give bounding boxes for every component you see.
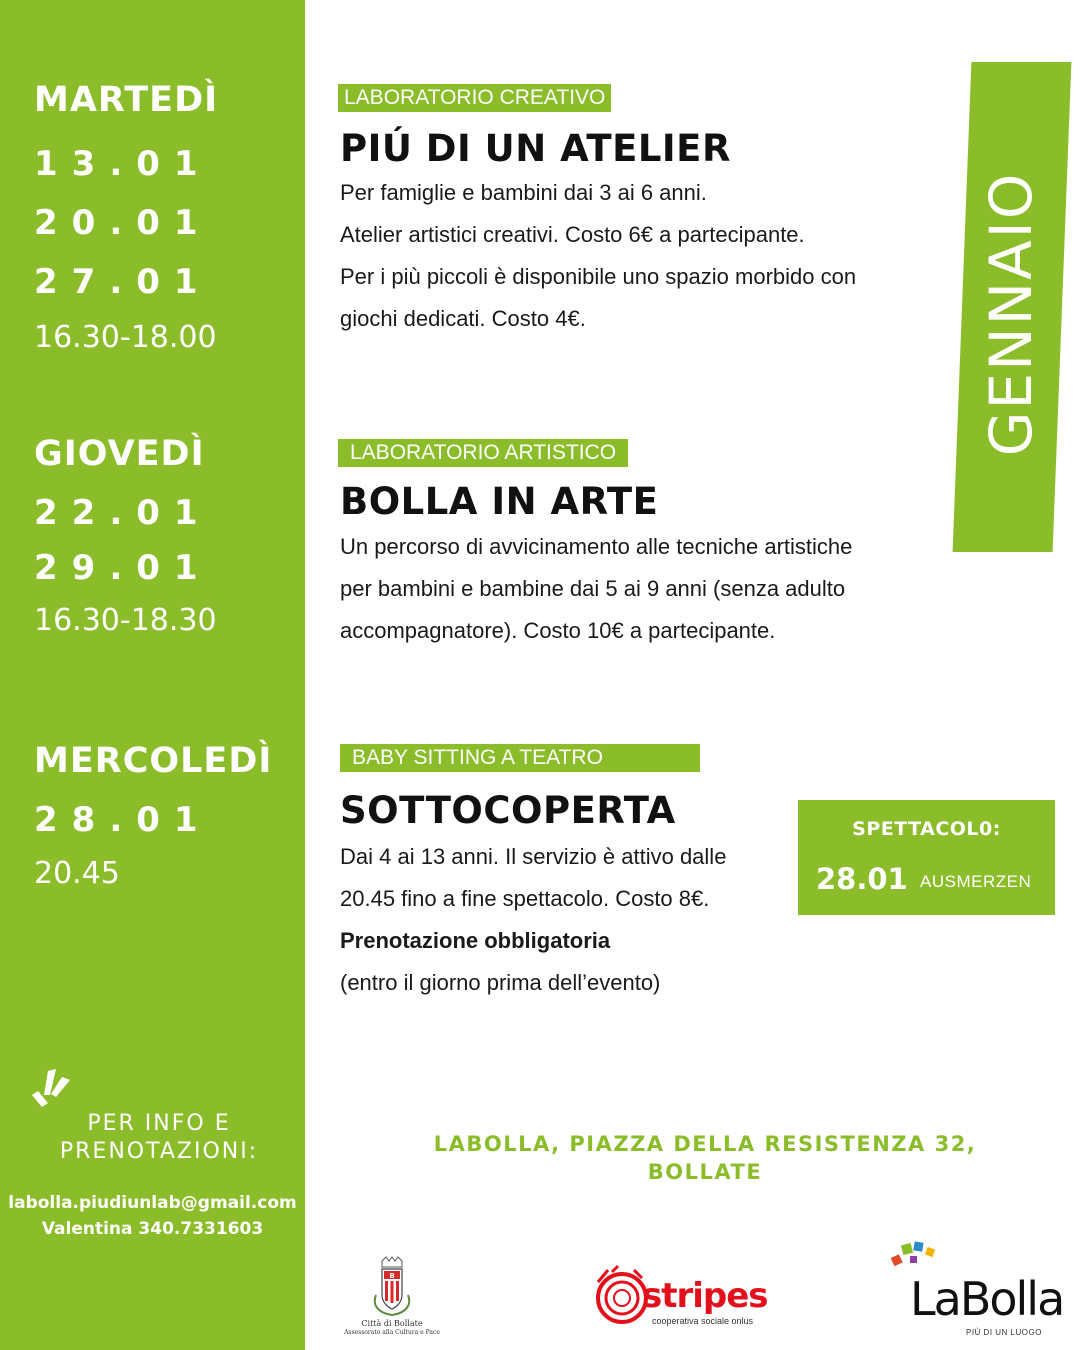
info-title-line2: PRENOTAZIONI: <box>59 1139 259 1164</box>
info-email[interactable]: labolla.piudiunlab@gmail.com <box>8 1193 297 1213</box>
event-3-date-1: 28.01 <box>34 800 212 840</box>
address <box>380 1130 1030 1186</box>
show-label: SPETTACOL0: <box>852 818 1001 840</box>
event-2-line-2: per bambini e bambine dai 5 ai 9 anni (senza adulto <box>340 576 846 601</box>
info-phone[interactable]: Valentina 340.7331603 <box>41 1219 264 1239</box>
event-3-description <box>340 836 726 1004</box>
event-2-date-1: 22.01 <box>34 493 212 533</box>
event-3-day: MERCOLEDÌ <box>34 741 273 781</box>
event-1-time: 16.30-18.00 <box>34 320 217 355</box>
event-1-date-3: 27.01 <box>34 262 212 302</box>
event-1-date-2: 20.01 <box>34 203 212 243</box>
event-1-day: MARTEDÌ <box>34 80 219 120</box>
event-1-date-1: 13.01 <box>34 144 212 184</box>
event-2-line-1: Un percorso di avvicinamento alle tecniche artistiche <box>340 534 853 559</box>
event-3-title: SOTTOCOPERTA <box>340 789 676 832</box>
info-title-line1: PER INFO E <box>87 1111 231 1136</box>
event-3-time: 20.45 <box>34 856 120 891</box>
spark-icon <box>30 1065 80 1115</box>
event-1-title: PIÚ DI UN ATELIER <box>340 127 731 170</box>
event-1-line-3: Per i più piccoli è disponibile uno spazio morbido con <box>340 264 857 289</box>
event-1-line-1: Per famiglie e bambini dai 3 ai 6 anni. <box>340 180 707 205</box>
coat-of-arms-icon <box>332 1255 452 1317</box>
logo-stripes-word: stripes <box>642 1276 768 1316</box>
logo-labolla <box>880 1240 1064 1340</box>
event-3-line-1: Dai 4 ai 13 anni. Il servizio è attivo dalle <box>340 844 727 869</box>
logo-labolla-word: LaBolla <box>910 1272 1064 1326</box>
event-2-title: BOLLA IN ARTE <box>340 480 659 523</box>
info-title <box>34 1110 284 1166</box>
event-1-tag: LABORATORIO CREATIVO <box>338 84 611 112</box>
event-1-line-4: giochi dedicati. Costo 4€. <box>340 306 586 331</box>
logo-bollate-caption2: Assessorato alla Cultura e Pace <box>344 1329 440 1336</box>
logo-bollate <box>332 1255 452 1340</box>
logo-stripes-sub: cooperativa sociale onlus <box>652 1316 754 1326</box>
event-3-bold-line: Prenotazione obbligatoria <box>340 928 611 953</box>
event-2-description <box>340 526 852 652</box>
show-box <box>798 800 1055 915</box>
address-line1: LABOLLA, PIAZZA DELLA RESISTENZA 32, <box>433 1132 977 1156</box>
event-1-line-2: Atelier artistici creativi. Costo 6€ a partecipante. <box>340 222 805 247</box>
coat-of-arms-letter: B <box>389 1272 395 1280</box>
event-2-tag: LABORATORIO ARTISTICO <box>338 439 628 467</box>
event-3-line-2: 20.45 fino a fine spettacolo. Costo 8€. <box>340 886 710 911</box>
address-line2: BOLLATE <box>647 1160 763 1184</box>
event-2-line-3: accompagnatore). Costo 10€ a partecipante. <box>340 618 776 643</box>
event-2-time: 16.30-18.30 <box>34 603 217 638</box>
event-2-date-2: 29.01 <box>34 548 212 588</box>
logo-labolla-sub: PIÙ DI UN LUOGO <box>966 1328 1042 1337</box>
event-1-description <box>340 172 856 340</box>
event-3-tag: BABY SITTING A TEATRO <box>340 744 700 772</box>
show-name: AUSMERZEN <box>920 872 1032 891</box>
event-3-note: (entro il giorno prima dell’evento) <box>340 970 661 995</box>
info-contact <box>0 1190 305 1242</box>
logo-stripes <box>592 1262 782 1334</box>
logo-bollate-caption1: Città di Bollate <box>361 1319 423 1328</box>
show-date: 28.01 <box>816 862 908 896</box>
month-label: GENNAIO <box>977 171 1045 457</box>
event-2-day: GIOVEDÌ <box>34 434 205 474</box>
